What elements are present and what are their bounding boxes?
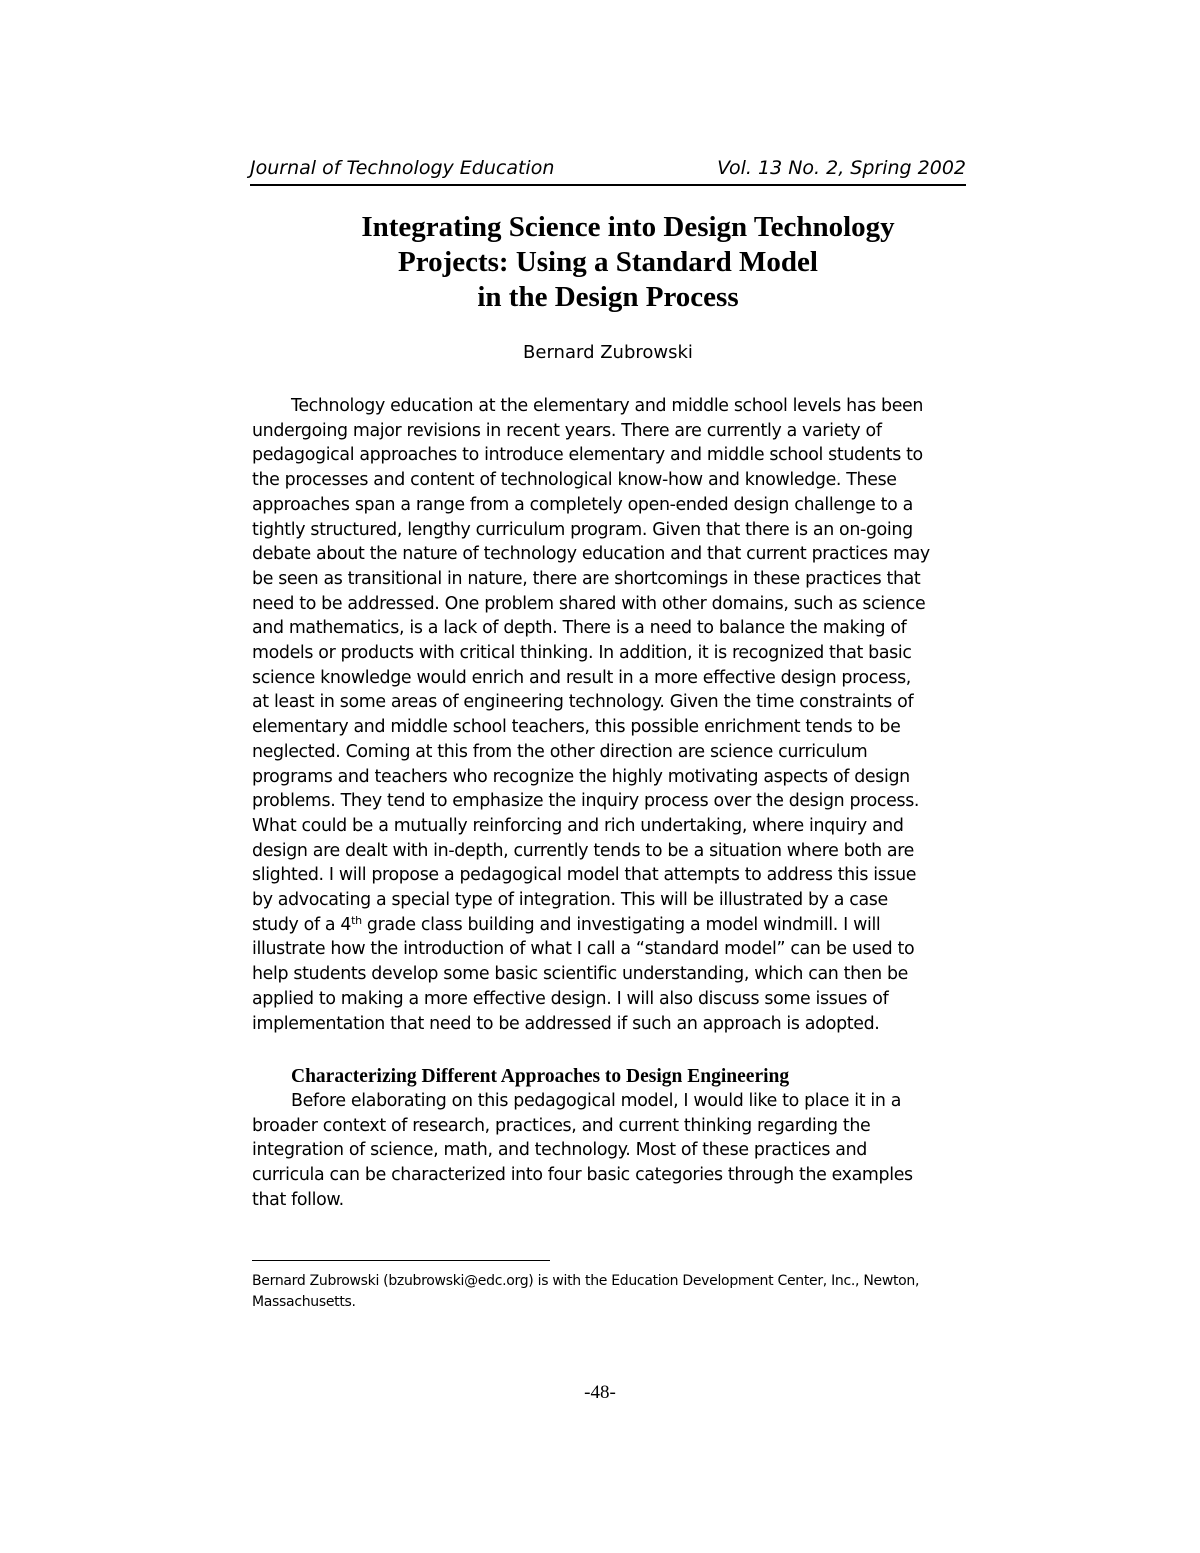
text-line: curricula can be characterized into four basic categories through the examples xyxy=(252,1165,913,1186)
intro-paragraph xyxy=(252,394,964,1036)
text-line: debate about the nature of technology education and that current practices may xyxy=(252,544,930,565)
text-line: applied to making a more effective design. I will also discuss some issues of xyxy=(252,988,889,1009)
text-line: Technology education at the elementary and middle school levels has been xyxy=(291,396,924,416)
text-fragment: study of a 4 xyxy=(252,914,352,935)
text-line: approaches span a range from a completely open-ended design challenge to a xyxy=(252,494,913,515)
text-fragment: grade class building and investigating a model windmill. I will xyxy=(361,914,881,935)
section-heading: Characterizing Different Approaches to Design Engineering xyxy=(291,1066,790,1087)
text-line: pedagogical approaches to introduce elementary and middle school students to xyxy=(252,445,923,466)
text-line: science knowledge would enrich and result in a more effective design process, xyxy=(252,667,911,688)
title-line: in the Design Process xyxy=(477,281,739,313)
page-number: -48- xyxy=(584,1382,616,1403)
running-header xyxy=(250,154,966,186)
text-line: and mathematics, is a lack of depth. There is a need to balance the making of xyxy=(252,618,907,639)
text-line: models or products with critical thinking. In addition, it is recognized that basic xyxy=(252,643,912,664)
author-footnote xyxy=(252,1271,968,1313)
text-line: elementary and middle school teachers, this possible enrichment tends to be xyxy=(252,717,901,738)
text-line: implementation that need to be addressed if such an approach is adopted. xyxy=(252,1013,880,1034)
text-line: design are dealt with in-depth, currently tends to be a situation where both are xyxy=(252,840,915,861)
journal-name: Journal of Technology Education xyxy=(250,157,555,179)
text-line: be seen as transitional in nature, there are shortcomings in these practices that xyxy=(252,568,921,589)
text-line: neglected. Coming at this from the other direction are science curriculum xyxy=(252,741,868,762)
text-line: Before elaborating on this pedagogical model, I would like to place it in a xyxy=(291,1091,902,1111)
text-line: slighted. I will propose a pedagogical model that attempts to address this issue xyxy=(252,865,917,886)
text-line: need to be addressed. One problem shared with other domains, such as science xyxy=(252,593,926,614)
text-line: illustrate how the introduction of what I call a “standard model” can be used to xyxy=(252,939,915,960)
text-line: integration of science, math, and technology. Most of these practices and xyxy=(252,1140,867,1161)
title-line: Projects: Using a Standard Model xyxy=(398,246,818,278)
footnote-line: Massachusetts. xyxy=(252,1294,356,1310)
section-paragraph xyxy=(252,1089,964,1213)
text-line: What could be a mutually reinforcing and rich undertaking, where inquiry and xyxy=(252,815,904,836)
text-line: programs and teachers who recognize the highly motivating aspects of design xyxy=(252,766,910,787)
text-line: broader context of research, practices, and current thinking regarding the xyxy=(252,1115,871,1136)
text-line: help students develop some basic scientific understanding, which can then be xyxy=(252,964,909,985)
issue-info: Vol. 13 No. 2, Spring 2002 xyxy=(717,157,966,179)
text-line: by advocating a special type of integration. This will be illustrated by a case xyxy=(252,890,888,911)
text-line: problems. They tend to emphasize the inquiry process over the design process. xyxy=(252,791,920,812)
footnote-line: Bernard Zubrowski (bzubrowski@edc.org) is with the Education Development Center, Inc., Newton, xyxy=(252,1273,920,1289)
text-line: undergoing major revisions in recent years. There are currently a variety of xyxy=(252,420,882,441)
ordinal-superscript: th xyxy=(351,913,362,927)
text-line-with-superscript xyxy=(252,913,964,938)
article-author: Bernard Zubrowski xyxy=(523,342,693,363)
title-line: Integrating Science into Design Technology xyxy=(361,211,895,243)
text-line: that follow. xyxy=(252,1189,344,1210)
text-line: at least in some areas of engineering technology. Given the time constraints of xyxy=(252,692,914,713)
text-line: tightly structured, lengthy curriculum program. Given that there is an on-going xyxy=(252,519,913,540)
footnote-divider xyxy=(252,1260,550,1261)
article-title xyxy=(250,210,966,315)
text-line: the processes and content of technological know-how and knowledge. These xyxy=(252,470,897,491)
